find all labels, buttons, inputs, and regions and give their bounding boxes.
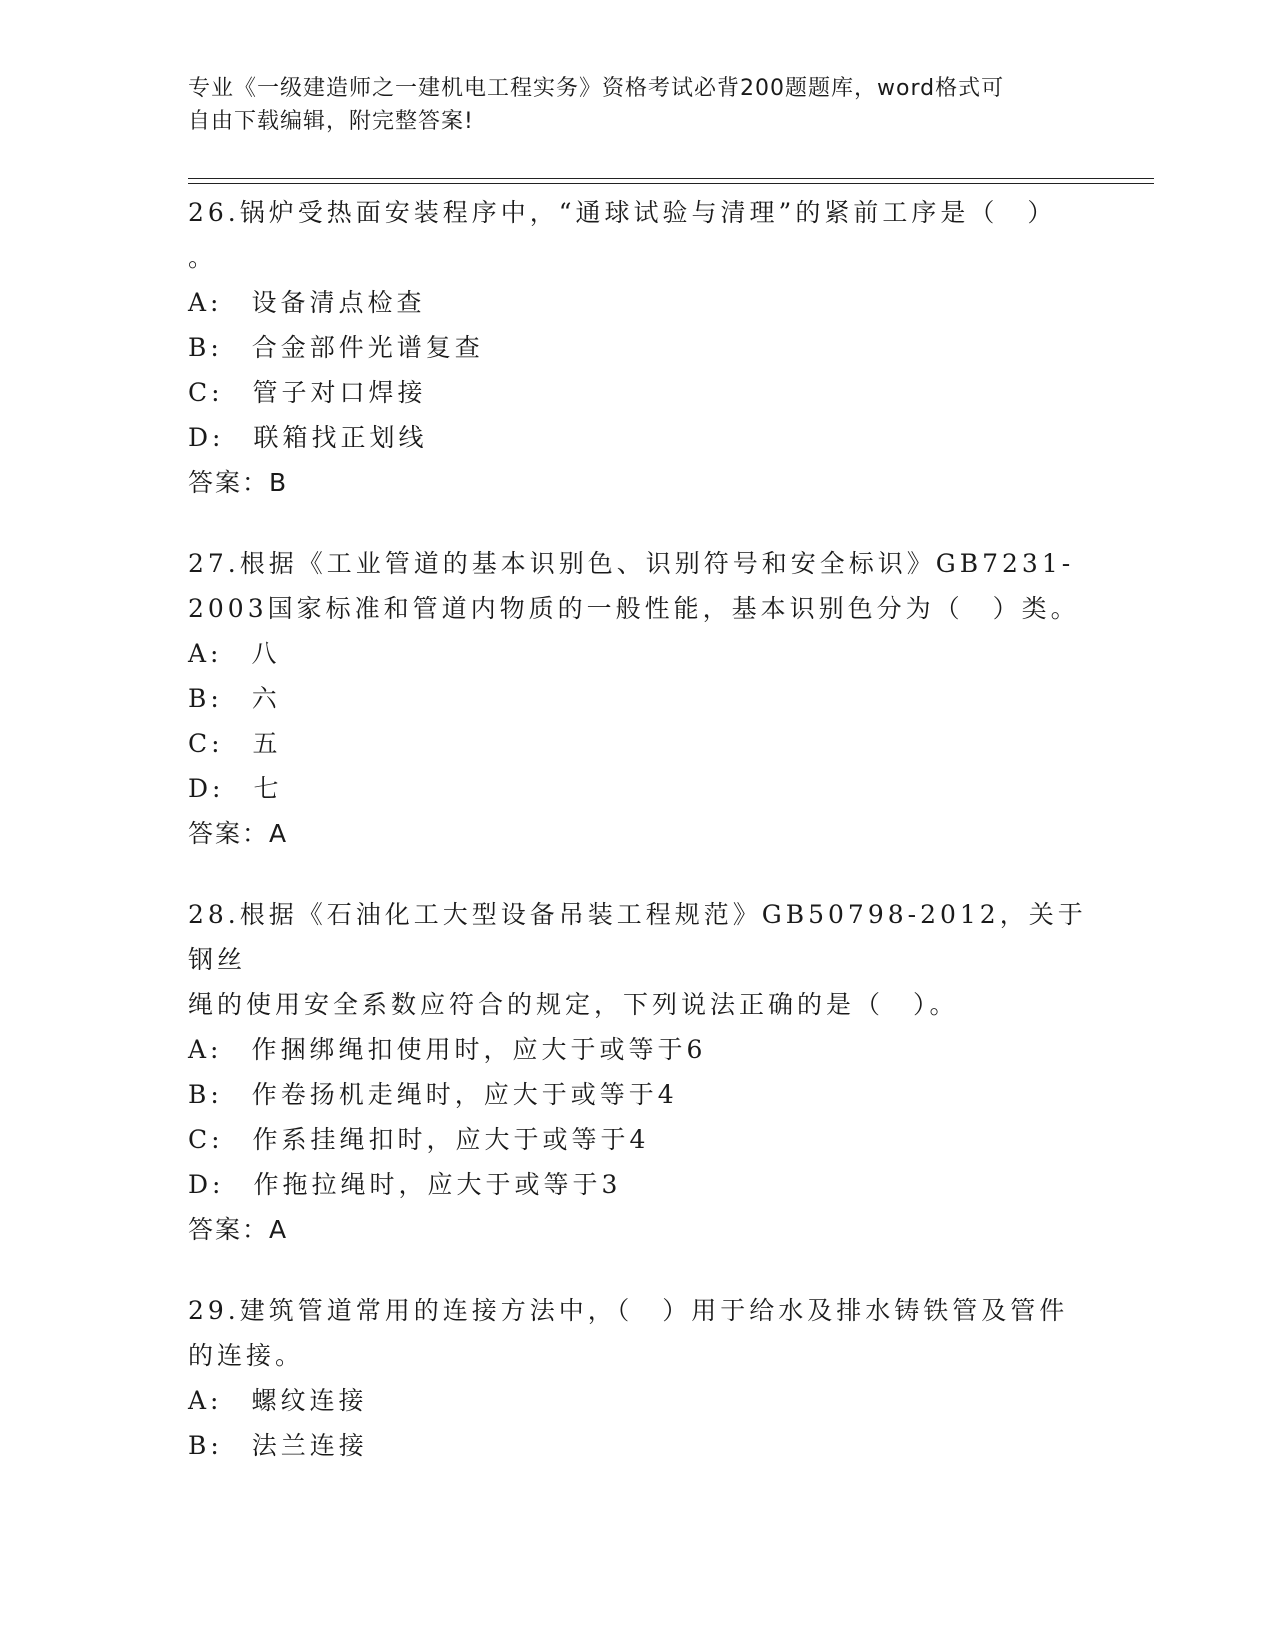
- question-stem-line-1: 29.建筑管道常用的连接方法中，（ ）用于给水及排水铸铁管及管件: [188, 1296, 1069, 1325]
- option-a: A: 设备清点检查: [188, 288, 426, 317]
- answer-line: 答案：A: [188, 819, 289, 848]
- option-b: B: 作卷扬机走绳时，应大于或等于4: [188, 1080, 678, 1109]
- option-b: B: 六: [188, 684, 281, 713]
- option-b: B: 法兰连接: [188, 1431, 368, 1460]
- document-header: [188, 72, 1068, 138]
- question-stem-line-2: 。: [188, 243, 218, 272]
- header-line-2: 自由下载编辑，附完整答案!: [188, 109, 474, 134]
- option-a: A: 螺纹连接: [188, 1386, 368, 1415]
- option-a: A: 作捆绑绳扣使用时，应大于或等于6: [188, 1035, 707, 1064]
- question-stem-line-1: 26.锅炉受热面安装程序中，“通球试验与清理”的紧前工序是（ ）: [188, 198, 1057, 227]
- answer-line: 答案：A: [188, 1215, 289, 1244]
- question-29: [188, 1288, 1088, 1468]
- question-stem-line-2: 2003国家标准和管道内物质的一般性能，基本识别色分为（ ）类。: [188, 594, 1080, 623]
- question-27: [188, 541, 1088, 856]
- answer-line: 答案：B: [188, 468, 289, 497]
- option-d: D: 作拖拉绳时，应大于或等于3: [188, 1170, 622, 1199]
- header-divider-bottom: [188, 183, 1154, 184]
- question-28: [188, 892, 1088, 1252]
- option-a: A: 八: [188, 639, 281, 668]
- option-c: C: 作系挂绳扣时，应大于或等于4: [188, 1125, 650, 1154]
- header-divider-top: [188, 178, 1154, 179]
- question-stem-line-2: 的连接。: [188, 1341, 305, 1370]
- option-d: D: 七: [188, 774, 283, 803]
- option-b: B: 合金部件光谱复查: [188, 333, 484, 362]
- question-26: [188, 190, 1088, 505]
- question-stem-line-2: 绳的使用安全系数应符合的规定，下列说法正确的是（ ）。: [188, 990, 959, 1019]
- question-stem-line-1: 28.根据《石油化工大型设备吊装工程规范》GB50798-2012，关于钢丝: [188, 900, 1087, 974]
- option-c: C: 管子对口焊接: [188, 378, 427, 407]
- option-c: C: 五: [188, 729, 282, 758]
- header-line-1: 专业《一级建造师之一建机电工程实务》资格考试必背200题题库，word格式可: [188, 76, 1005, 101]
- option-d: D: 联箱找正划线: [188, 423, 428, 452]
- question-stem-line-1: 27.根据《工业管道的基本识别色、识别符号和安全标识》GB7231-: [188, 549, 1075, 578]
- question-list: [188, 190, 1088, 1504]
